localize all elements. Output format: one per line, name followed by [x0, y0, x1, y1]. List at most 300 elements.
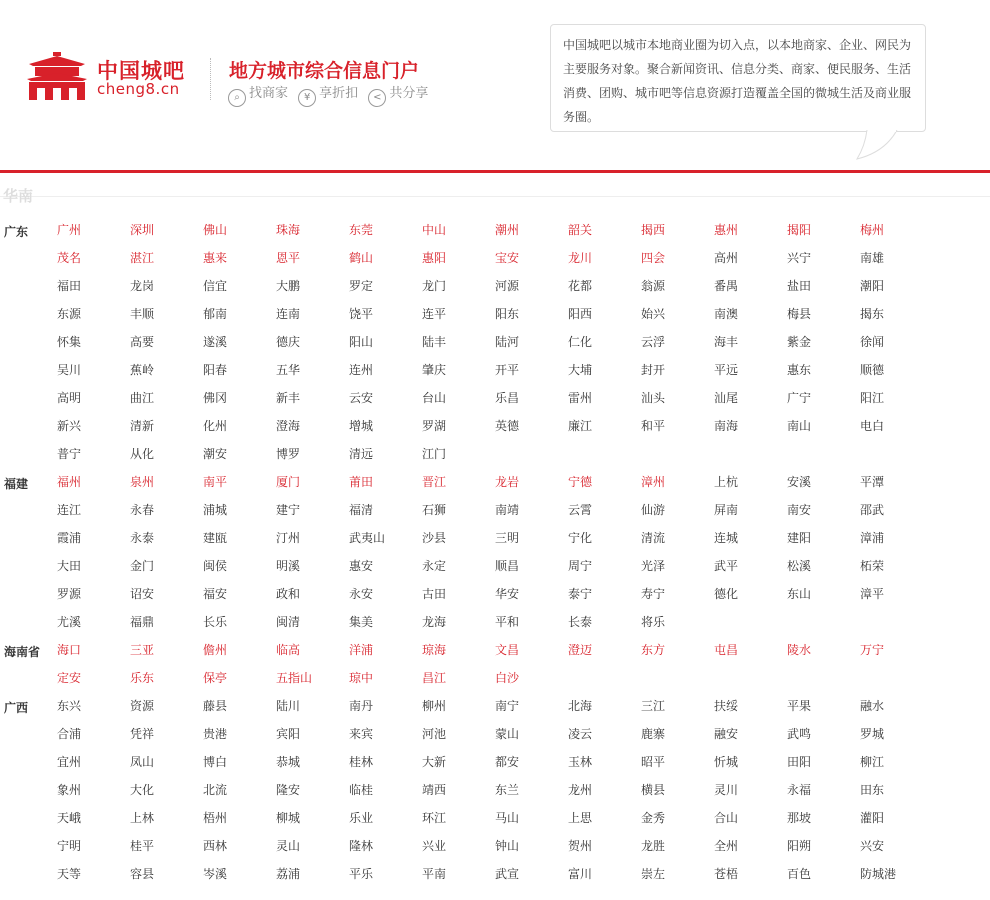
- city-link[interactable]: 贵港: [203, 727, 228, 741]
- city-link[interactable]: 环江: [422, 811, 447, 825]
- city-link[interactable]: 灵川: [714, 783, 739, 797]
- city-link[interactable]: 防城港: [860, 867, 897, 881]
- city-link[interactable]: 荔浦: [276, 867, 301, 881]
- city-link[interactable]: 合山: [714, 811, 739, 825]
- city-link[interactable]: 桂平: [130, 839, 155, 853]
- city-link[interactable]: 遂溪: [203, 335, 228, 349]
- city-link[interactable]: 仁化: [568, 335, 593, 349]
- city-link[interactable]: 光泽: [641, 559, 666, 573]
- city-link[interactable]: 集美: [349, 615, 374, 629]
- city-link[interactable]: 南丹: [349, 699, 374, 713]
- city-link[interactable]: 福田: [57, 279, 82, 293]
- city-link[interactable]: 阳山: [349, 335, 374, 349]
- city-link[interactable]: 苍梧: [714, 867, 739, 881]
- city-link[interactable]: 周宁: [568, 559, 593, 573]
- city-link[interactable]: 兴业: [422, 839, 447, 853]
- city-link[interactable]: 汕头: [641, 391, 666, 405]
- city-link[interactable]: 梅县: [787, 307, 812, 321]
- city-link[interactable]: 鹿寨: [641, 727, 666, 741]
- city-link[interactable]: 霞浦: [57, 531, 82, 545]
- city-link[interactable]: 韶关: [568, 223, 593, 237]
- city-link[interactable]: 上林: [130, 811, 155, 825]
- city-link[interactable]: 饶平: [349, 307, 374, 321]
- city-link[interactable]: 寿宁: [641, 587, 666, 601]
- city-link[interactable]: 将乐: [641, 615, 666, 629]
- city-link[interactable]: 宁德: [568, 475, 593, 489]
- city-link[interactable]: 翁源: [641, 279, 666, 293]
- city-link[interactable]: 佛冈: [203, 391, 228, 405]
- city-link[interactable]: 临高: [276, 643, 301, 657]
- city-link[interactable]: 番禺: [714, 279, 739, 293]
- region-header: [0, 174, 990, 205]
- feature-label: 找商家: [249, 86, 289, 101]
- city-link[interactable]: 云浮: [641, 335, 666, 349]
- city-link[interactable]: 惠阳: [422, 251, 447, 265]
- city-link[interactable]: 建宁: [276, 503, 301, 517]
- city-link[interactable]: 五指山: [276, 671, 313, 685]
- site-intro-bubble: 中国城吧以城市本地商业圈为切入点，以本地商家、企业、网民为主要服务对象。聚合新闻资讯、信息分类、商家、便民服务、生活消费、团购、城市吧等信息资源打造覆盖全国的微城生活及商业服务圈。: [550, 24, 926, 132]
- city-link[interactable]: 沙县: [422, 531, 447, 545]
- city-link[interactable]: 浦城: [203, 503, 228, 517]
- city-link[interactable]: 南平: [203, 475, 228, 489]
- city-link[interactable]: 河池: [422, 727, 447, 741]
- city-link[interactable]: 洋浦: [349, 643, 374, 657]
- city-link[interactable]: 兴宁: [787, 251, 812, 265]
- city-link[interactable]: 东源: [57, 307, 82, 321]
- city-link[interactable]: 横县: [641, 783, 666, 797]
- city-link[interactable]: 揭西: [641, 223, 666, 237]
- province-block: [0, 216, 990, 468]
- city-link[interactable]: 惠来: [203, 251, 228, 265]
- city-link[interactable]: 惠东: [787, 363, 812, 377]
- city-link[interactable]: 海口: [57, 643, 82, 657]
- city-link[interactable]: 福鼎: [130, 615, 155, 629]
- feature-list: [228, 82, 434, 107]
- city-link[interactable]: 南澳: [714, 307, 739, 321]
- city-link[interactable]: 武宣: [495, 867, 520, 881]
- city-link[interactable]: 保亭: [203, 671, 228, 685]
- city-link[interactable]: 厦门: [276, 475, 301, 489]
- city-link[interactable]: 福州: [57, 475, 82, 489]
- city-link[interactable]: 政和: [276, 587, 301, 601]
- feature-find-merchants: [228, 82, 288, 107]
- city-link[interactable]: 德庆: [276, 335, 301, 349]
- city-link[interactable]: 柳州: [422, 699, 447, 713]
- city-link[interactable]: 永春: [130, 503, 155, 517]
- city-link[interactable]: 全州: [714, 839, 739, 853]
- city-link[interactable]: 高明: [57, 391, 82, 405]
- city-link[interactable]: 佛山: [203, 223, 228, 237]
- city-link[interactable]: 长乐: [203, 615, 228, 629]
- city-link[interactable]: 新兴: [57, 419, 82, 433]
- city-link[interactable]: 漳平: [860, 587, 885, 601]
- city-link[interactable]: 柘荣: [860, 559, 885, 573]
- city-link[interactable]: 博罗: [276, 447, 301, 461]
- city-link[interactable]: 海丰: [714, 335, 739, 349]
- city-link[interactable]: 天等: [57, 867, 82, 881]
- city-link[interactable]: 合浦: [57, 727, 82, 741]
- city-link[interactable]: 东山: [787, 587, 812, 601]
- city-link[interactable]: 四会: [641, 251, 666, 265]
- city-link[interactable]: 罗湖: [422, 419, 447, 433]
- city-link[interactable]: 闽侯: [203, 559, 228, 573]
- city-link[interactable]: 郁南: [203, 307, 228, 321]
- city-link[interactable]: 南山: [787, 419, 812, 433]
- city-link[interactable]: 龙海: [422, 615, 447, 629]
- city-link[interactable]: 连江: [57, 503, 82, 517]
- city-link[interactable]: 儋州: [203, 643, 228, 657]
- city-link[interactable]: 永福: [787, 783, 812, 797]
- city-link[interactable]: 雷州: [568, 391, 593, 405]
- city-link[interactable]: 梅州: [860, 223, 885, 237]
- city-link[interactable]: 三明: [495, 531, 520, 545]
- city-link[interactable]: 英德: [495, 419, 520, 433]
- city-link[interactable]: 宁化: [568, 531, 593, 545]
- city-link[interactable]: 中山: [422, 223, 447, 237]
- city-link[interactable]: 普宁: [57, 447, 82, 461]
- city-link[interactable]: 吴川: [57, 363, 82, 377]
- city-link[interactable]: 象州: [57, 783, 82, 797]
- site-logo[interactable]: [25, 52, 195, 102]
- feature-label: 享折扣: [319, 86, 359, 101]
- city-link[interactable]: 百色: [787, 867, 812, 881]
- city-link[interactable]: 五华: [276, 363, 301, 377]
- city-link[interactable]: 增城: [349, 419, 374, 433]
- city-link[interactable]: 来宾: [349, 727, 374, 741]
- city-link[interactable]: 茂名: [57, 251, 82, 265]
- city-link[interactable]: 徐闻: [860, 335, 885, 349]
- yuan-icon: ¥: [298, 89, 316, 107]
- city-link[interactable]: 陆川: [276, 699, 301, 713]
- city-link[interactable]: 大田: [57, 559, 82, 573]
- city-link[interactable]: 深圳: [130, 223, 155, 237]
- city-link[interactable]: 永泰: [130, 531, 155, 545]
- city-link[interactable]: 永安: [349, 587, 374, 601]
- city-link[interactable]: 连平: [422, 307, 447, 321]
- city-link[interactable]: 潮州: [495, 223, 520, 237]
- city-link[interactable]: 廉江: [568, 419, 593, 433]
- city-link[interactable]: 惠安: [349, 559, 374, 573]
- city-link[interactable]: 陵水: [787, 643, 812, 657]
- city-link[interactable]: 恭城: [276, 755, 301, 769]
- city-link[interactable]: 凭祥: [130, 727, 155, 741]
- city-link[interactable]: 灌阳: [860, 811, 885, 825]
- city-link[interactable]: 闽清: [276, 615, 301, 629]
- city-link[interactable]: 连州: [349, 363, 374, 377]
- city-link[interactable]: 广宁: [787, 391, 812, 405]
- city-link[interactable]: 古田: [422, 587, 447, 601]
- city-link[interactable]: 湛江: [130, 251, 155, 265]
- city-link[interactable]: 莆田: [349, 475, 374, 489]
- city-link[interactable]: 罗定: [349, 279, 374, 293]
- city-link[interactable]: 万宁: [860, 643, 885, 657]
- city-link[interactable]: 富川: [568, 867, 593, 881]
- city-link[interactable]: 靖西: [422, 783, 447, 797]
- city-link[interactable]: 大埔: [568, 363, 593, 377]
- city-link[interactable]: 连南: [276, 307, 301, 321]
- city-link[interactable]: 灵山: [276, 839, 301, 853]
- city-link[interactable]: 开平: [495, 363, 520, 377]
- city-link[interactable]: 扶绥: [714, 699, 739, 713]
- city-link[interactable]: 大新: [422, 755, 447, 769]
- city-link[interactable]: 阳春: [203, 363, 228, 377]
- city-link[interactable]: 揭阳: [787, 223, 812, 237]
- city-link[interactable]: 南靖: [495, 503, 520, 517]
- city-link[interactable]: 平远: [714, 363, 739, 377]
- city-link[interactable]: 蒙山: [495, 727, 520, 741]
- city-link[interactable]: 宁明: [57, 839, 82, 853]
- city-link[interactable]: 那坡: [787, 811, 812, 825]
- city-link[interactable]: 从化: [130, 447, 155, 461]
- city-link[interactable]: 融水: [860, 699, 885, 713]
- city-link[interactable]: 诏安: [130, 587, 155, 601]
- city-link[interactable]: 恩平: [276, 251, 301, 265]
- city-link[interactable]: 揭东: [860, 307, 885, 321]
- province-name: 海南省: [4, 645, 41, 659]
- city-link[interactable]: 武夷山: [349, 531, 386, 545]
- city-link[interactable]: 大鹏: [276, 279, 301, 293]
- city-link[interactable]: 南安: [787, 503, 812, 517]
- city-link[interactable]: 隆安: [276, 783, 301, 797]
- city-link[interactable]: 清远: [349, 447, 374, 461]
- city-link[interactable]: 定安: [57, 671, 82, 685]
- city-link[interactable]: 始兴: [641, 307, 666, 321]
- city-link[interactable]: 蕉岭: [130, 363, 155, 377]
- city-link[interactable]: 东兰: [495, 783, 520, 797]
- province-city-grid: [57, 636, 990, 692]
- city-link[interactable]: 龙州: [568, 783, 593, 797]
- city-link[interactable]: 上杭: [714, 475, 739, 489]
- city-link[interactable]: 阳西: [568, 307, 593, 321]
- city-link[interactable]: 丰顺: [130, 307, 155, 321]
- city-link[interactable]: 泉州: [130, 475, 155, 489]
- city-link[interactable]: 大化: [130, 783, 155, 797]
- city-link[interactable]: 仙游: [641, 503, 666, 517]
- city-link[interactable]: 漳浦: [860, 531, 885, 545]
- city-link[interactable]: 阳东: [495, 307, 520, 321]
- city-link[interactable]: 潮安: [203, 447, 228, 461]
- city-link[interactable]: 盐田: [787, 279, 812, 293]
- city-link[interactable]: 信宜: [203, 279, 228, 293]
- province-city-grid: [57, 468, 990, 636]
- city-link[interactable]: 鹤山: [349, 251, 374, 265]
- city-link[interactable]: 临桂: [349, 783, 374, 797]
- city-link[interactable]: 尤溪: [57, 615, 82, 629]
- city-link[interactable]: 连城: [714, 531, 739, 545]
- city-link[interactable]: 藤县: [203, 699, 228, 713]
- city-link[interactable]: 宜州: [57, 755, 82, 769]
- city-link[interactable]: 东莞: [349, 223, 374, 237]
- city-link[interactable]: 玉林: [568, 755, 593, 769]
- city-link[interactable]: 金门: [130, 559, 155, 573]
- city-link[interactable]: 澄海: [276, 419, 301, 433]
- city-link[interactable]: 乐昌: [495, 391, 520, 405]
- search-icon: ⌕: [228, 89, 246, 107]
- city-link[interactable]: 龙岩: [495, 475, 520, 489]
- city-link[interactable]: 忻城: [714, 755, 739, 769]
- city-link[interactable]: 三亚: [130, 643, 155, 657]
- city-link[interactable]: 屏南: [714, 503, 739, 517]
- city-link[interactable]: 马山: [495, 811, 520, 825]
- city-link[interactable]: 河源: [495, 279, 520, 293]
- city-link[interactable]: 陆丰: [422, 335, 447, 349]
- city-link[interactable]: 阳朔: [787, 839, 812, 853]
- city-link[interactable]: 汀州: [276, 531, 301, 545]
- city-link[interactable]: 东兴: [57, 699, 82, 713]
- city-link[interactable]: 高州: [714, 251, 739, 265]
- city-link[interactable]: 清流: [641, 531, 666, 545]
- city-link[interactable]: 高要: [130, 335, 155, 349]
- city-link[interactable]: 都安: [495, 755, 520, 769]
- city-link[interactable]: 崇左: [641, 867, 666, 881]
- city-link[interactable]: 福清: [349, 503, 374, 517]
- city-link[interactable]: 华安: [495, 587, 520, 601]
- city-link[interactable]: 平潭: [860, 475, 885, 489]
- city-link[interactable]: 田阳: [787, 755, 812, 769]
- city-link[interactable]: 平果: [787, 699, 812, 713]
- city-link[interactable]: 隆林: [349, 839, 374, 853]
- city-link[interactable]: 梧州: [203, 811, 228, 825]
- city-link[interactable]: 澄迈: [568, 643, 593, 657]
- city-link[interactable]: 化州: [203, 419, 228, 433]
- city-link[interactable]: 南雄: [860, 251, 885, 265]
- city-link[interactable]: 罗城: [860, 727, 885, 741]
- city-link[interactable]: 田东: [860, 783, 885, 797]
- city-link[interactable]: 珠海: [276, 223, 301, 237]
- city-link[interactable]: 钟山: [495, 839, 520, 853]
- city-link[interactable]: 宝安: [495, 251, 520, 265]
- city-link[interactable]: 北海: [568, 699, 593, 713]
- city-link[interactable]: 肇庆: [422, 363, 447, 377]
- city-link[interactable]: 上思: [568, 811, 593, 825]
- city-link[interactable]: 资源: [130, 699, 155, 713]
- city-link[interactable]: 南宁: [495, 699, 520, 713]
- city-link[interactable]: 清新: [130, 419, 155, 433]
- city-link[interactable]: 平乐: [349, 867, 374, 881]
- header-divider: [210, 58, 211, 100]
- city-link[interactable]: 长泰: [568, 615, 593, 629]
- city-link[interactable]: 松溪: [787, 559, 812, 573]
- city-link[interactable]: 昌江: [422, 671, 447, 685]
- city-link[interactable]: 永定: [422, 559, 447, 573]
- feature-discounts: [298, 82, 358, 107]
- city-link[interactable]: 安溪: [787, 475, 812, 489]
- city-link[interactable]: 东方: [641, 643, 666, 657]
- site-header: [0, 0, 990, 170]
- city-link[interactable]: 北流: [203, 783, 228, 797]
- city-link[interactable]: 潮阳: [860, 279, 885, 293]
- city-link[interactable]: 平和: [495, 615, 520, 629]
- city-link[interactable]: 漳州: [641, 475, 666, 489]
- city-link[interactable]: 西林: [203, 839, 228, 853]
- province-name: 广东: [4, 225, 29, 239]
- city-link[interactable]: 龙门: [422, 279, 447, 293]
- city-link[interactable]: 乐业: [349, 811, 374, 825]
- city-link[interactable]: 南海: [714, 419, 739, 433]
- city-link[interactable]: 邵武: [860, 503, 885, 517]
- city-link[interactable]: 电白: [860, 419, 885, 433]
- city-link[interactable]: 凤山: [130, 755, 155, 769]
- city-link[interactable]: 阳江: [860, 391, 885, 405]
- city-link[interactable]: 贺州: [568, 839, 593, 853]
- city-link[interactable]: 龙川: [568, 251, 593, 265]
- city-link[interactable]: 怀集: [57, 335, 82, 349]
- city-link[interactable]: 台山: [422, 391, 447, 405]
- city-link[interactable]: 琼中: [349, 671, 374, 685]
- city-link[interactable]: 天峨: [57, 811, 82, 825]
- city-link[interactable]: 柳城: [276, 811, 301, 825]
- city-link[interactable]: 德化: [714, 587, 739, 601]
- city-link[interactable]: 龙岗: [130, 279, 155, 293]
- city-link[interactable]: 三江: [641, 699, 666, 713]
- city-link[interactable]: 封开: [641, 363, 666, 377]
- city-link[interactable]: 琼海: [422, 643, 447, 657]
- city-link[interactable]: 平南: [422, 867, 447, 881]
- feature-share: [368, 82, 428, 107]
- city-link[interactable]: 紫金: [787, 335, 812, 349]
- city-link[interactable]: 金秀: [641, 811, 666, 825]
- city-link[interactable]: 昭平: [641, 755, 666, 769]
- city-link[interactable]: 岑溪: [203, 867, 228, 881]
- city-link[interactable]: 福安: [203, 587, 228, 601]
- city-link[interactable]: 陆河: [495, 335, 520, 349]
- city-link[interactable]: 武平: [714, 559, 739, 573]
- gate-tower-logo-icon: [25, 52, 89, 100]
- province-city-grid: [57, 216, 990, 468]
- logo-domain-text: cheng8.cn: [97, 80, 180, 98]
- city-link[interactable]: 花都: [568, 279, 593, 293]
- city-link[interactable]: 云霄: [568, 503, 593, 517]
- city-link[interactable]: 桂林: [349, 755, 374, 769]
- feature-label: 共分享: [389, 86, 429, 101]
- city-link[interactable]: 凌云: [568, 727, 593, 741]
- city-link[interactable]: 明溪: [276, 559, 301, 573]
- logo-chinese-text: 中国城吧: [97, 59, 185, 83]
- city-link[interactable]: 泰宁: [568, 587, 593, 601]
- city-link[interactable]: 和平: [641, 419, 666, 433]
- city-link[interactable]: 新丰: [276, 391, 301, 405]
- city-link[interactable]: 宾阳: [276, 727, 301, 741]
- speech-bubble-tail: [855, 130, 905, 162]
- city-link[interactable]: 文昌: [495, 643, 520, 657]
- city-link[interactable]: 罗源: [57, 587, 82, 601]
- city-link[interactable]: 屯昌: [714, 643, 739, 657]
- share-icon: <: [368, 89, 386, 107]
- city-link[interactable]: 乐东: [130, 671, 155, 685]
- city-link[interactable]: 龙胜: [641, 839, 666, 853]
- city-link[interactable]: 容县: [130, 867, 155, 881]
- city-link[interactable]: 兴安: [860, 839, 885, 853]
- province-name: 广西: [4, 701, 29, 715]
- city-link[interactable]: 曲江: [130, 391, 155, 405]
- city-link[interactable]: 顺德: [860, 363, 885, 377]
- city-link[interactable]: 顺昌: [495, 559, 520, 573]
- city-link[interactable]: 武鸣: [787, 727, 812, 741]
- city-link[interactable]: 博白: [203, 755, 228, 769]
- city-link[interactable]: 融安: [714, 727, 739, 741]
- city-link[interactable]: 惠州: [714, 223, 739, 237]
- city-link[interactable]: 江门: [422, 447, 447, 461]
- city-link[interactable]: 柳江: [860, 755, 885, 769]
- city-link[interactable]: 石狮: [422, 503, 447, 517]
- city-link[interactable]: 汕尾: [714, 391, 739, 405]
- city-link[interactable]: 白沙: [495, 671, 520, 685]
- city-link[interactable]: 建阳: [787, 531, 812, 545]
- city-link[interactable]: 云安: [349, 391, 374, 405]
- city-link[interactable]: 广州: [57, 223, 82, 237]
- city-link[interactable]: 建瓯: [203, 531, 228, 545]
- city-link[interactable]: 晋江: [422, 475, 447, 489]
